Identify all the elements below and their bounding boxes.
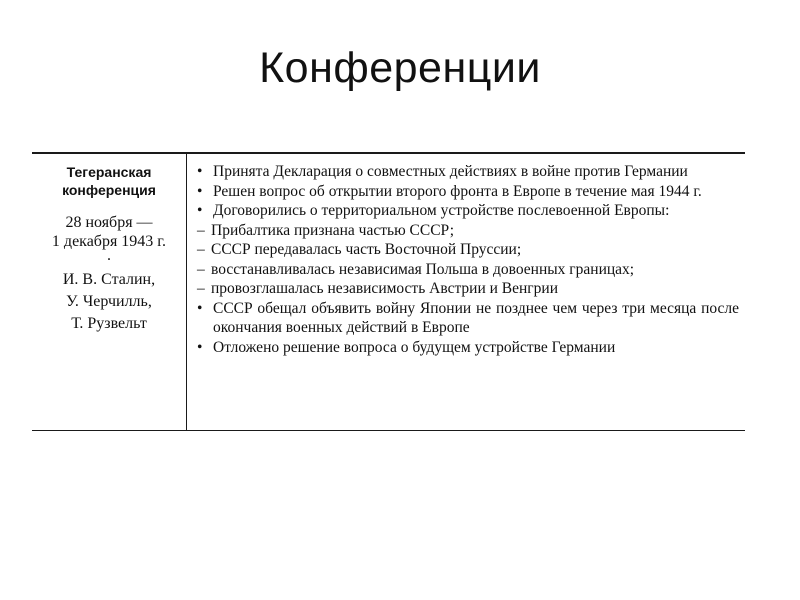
sub-item-text: провозглашалась независимость Австрии и Венгрии (211, 280, 559, 297)
decision-text: Договорились о территориальном устройстве послевоенной Европы: (213, 202, 670, 219)
conference-name-line-2: конференция (62, 182, 156, 198)
participant: У. Черчилль, (66, 293, 152, 310)
decision-item (197, 182, 739, 202)
conference-info-column (32, 154, 187, 430)
bullet-icon: • (197, 299, 203, 317)
conference-dates (36, 213, 182, 263)
sub-item (197, 240, 739, 260)
dash-icon: – (197, 241, 205, 258)
conference-name-line-1: Тегеранская (66, 164, 152, 180)
sub-item (197, 260, 739, 280)
participants-list (36, 269, 182, 335)
conference-date-end: 1 декабря 1943 г. (51, 233, 167, 250)
bullet-icon: • (197, 163, 203, 180)
decision-text: Решен вопрос об открытии второго фронта в Европе в течение мая 1944 г. (213, 182, 702, 200)
decision-item (197, 338, 739, 358)
conference-date-start: 28 ноября — (65, 214, 153, 231)
participant: Т. Рузвельт (71, 315, 147, 332)
decision-item (197, 162, 739, 182)
dash-icon: – (197, 221, 205, 239)
decision-text: СССР обещал объявить войну Японии не позднее чем через три месяца после окончания военных действий в Европе (213, 299, 739, 336)
decision-item (197, 201, 739, 221)
sub-item (197, 279, 739, 299)
dash-icon: – (197, 280, 205, 297)
decision-text: Принята Декларация о совместных действиях в войне против Германии (213, 163, 688, 180)
dot-mark: . (107, 247, 111, 264)
decisions-column (187, 154, 745, 430)
dash-icon: – (197, 260, 205, 278)
sub-item-text: СССР передавалась часть Восточной Пруссии; (211, 241, 522, 258)
sub-item-text: восстанавливалась независимая Польша в довоенных границах; (211, 260, 635, 278)
slide-title: Конференции (259, 44, 541, 92)
bullet-icon: • (197, 202, 203, 219)
participant: И. В. Сталин, (62, 271, 156, 288)
conference-table (32, 152, 745, 431)
decision-text: Отложено решение вопроса о будущем устройстве Германии (213, 338, 616, 356)
conference-name (36, 163, 182, 199)
bullet-icon: • (197, 338, 203, 356)
bullet-icon: • (197, 182, 203, 200)
sub-item-text: Прибалтика признана частью СССР; (211, 221, 455, 239)
decision-item (197, 299, 739, 338)
sub-item (197, 221, 739, 241)
